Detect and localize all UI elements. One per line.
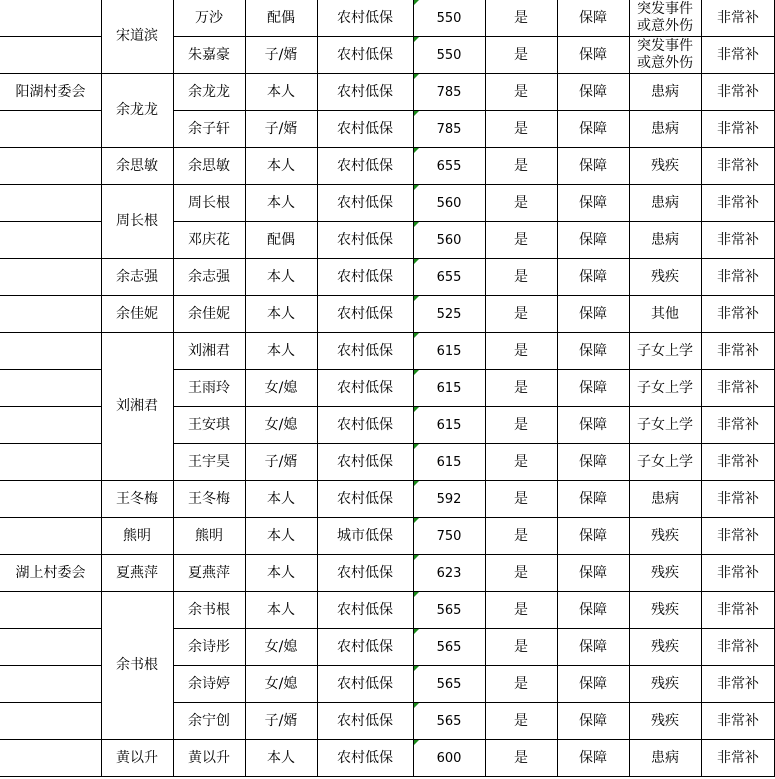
grid-line: [0, 443, 101, 444]
cell-village[interactable]: [0, 702, 101, 739]
grid-line: [0, 480, 101, 481]
cell-head[interactable]: 余书根: [116, 657, 158, 673]
formula-marker-icon: [414, 407, 419, 412]
cell-type[interactable]: 农村低保: [337, 379, 393, 396]
cell-type[interactable]: 农村低保: [337, 601, 393, 618]
cell-category[interactable]: 保障: [579, 675, 607, 692]
cell-category[interactable]: 保障: [579, 601, 607, 618]
cell-name[interactable]: 余书根: [188, 601, 230, 618]
cell-yes[interactable]: 是: [514, 453, 528, 470]
cell-reason[interactable]: 突发事件 或意外伤: [637, 37, 693, 71]
cell-type[interactable]: 农村低保: [337, 453, 393, 470]
grid-line: [245, 0, 246, 776]
cell-subsidy[interactable]: 非常补: [717, 638, 759, 655]
grid-line: [413, 0, 414, 776]
cell-head[interactable]: 周长根: [116, 213, 158, 229]
grid-line: [101, 73, 173, 74]
cell-type[interactable]: 城市低保: [337, 527, 393, 544]
cell-subsidy[interactable]: 非常补: [717, 675, 759, 692]
grid-line: [173, 332, 775, 333]
grid-line: [0, 406, 101, 407]
cell-subsidy[interactable]: 非常补: [717, 46, 759, 63]
grid-line: [173, 221, 775, 222]
formula-marker-icon: [414, 592, 419, 597]
cell-name[interactable]: 王安琪: [188, 416, 230, 433]
cell-type[interactable]: 农村低保: [337, 268, 393, 285]
cell-name[interactable]: 朱嘉豪: [188, 46, 230, 63]
cell-relation[interactable]: 子/婿: [264, 120, 298, 137]
cell-yes[interactable]: 是: [514, 83, 528, 100]
grid-line: [173, 554, 775, 555]
grid-line: [173, 184, 775, 185]
cell-name[interactable]: 黄以升: [188, 749, 230, 766]
cell-category[interactable]: 保障: [579, 416, 607, 433]
cell-amount[interactable]: 785: [436, 84, 462, 100]
cell-village[interactable]: [0, 110, 101, 147]
cell-yes[interactable]: 是: [514, 490, 528, 507]
cell-type[interactable]: 农村低保: [337, 157, 393, 174]
cell-subsidy[interactable]: 非常补: [717, 157, 759, 174]
grid-line: [101, 739, 173, 740]
cell-name[interactable]: 余龙龙: [188, 83, 230, 100]
cell-village[interactable]: [0, 369, 101, 406]
cell-name[interactable]: 余宁创: [188, 712, 230, 729]
cell-yes[interactable]: 是: [514, 527, 528, 544]
cell-yes[interactable]: 是: [514, 157, 528, 174]
formula-marker-icon: [414, 666, 419, 671]
cell-category[interactable]: 保障: [579, 194, 607, 211]
cell-name[interactable]: 刘湘君: [188, 342, 230, 359]
cell-subsidy[interactable]: 非常补: [717, 453, 759, 470]
cell-head[interactable]: 黄以升: [116, 749, 158, 766]
grid-line: [101, 0, 102, 776]
cell-subsidy[interactable]: 非常补: [717, 9, 759, 26]
cell-category[interactable]: 保障: [579, 749, 607, 766]
cell-name[interactable]: 余诗彤: [188, 638, 230, 655]
cell-reason[interactable]: 残疾: [651, 712, 679, 729]
cell-amount[interactable]: 615: [436, 380, 462, 396]
grid-line: [0, 665, 101, 666]
grid-line: [173, 480, 775, 481]
grid-line: [0, 702, 101, 703]
cell-reason[interactable]: 子女上学: [637, 453, 693, 470]
cell-name[interactable]: 余诗婷: [188, 675, 230, 692]
formula-marker-icon: [414, 259, 419, 264]
grid-line: [101, 480, 173, 481]
cell-amount[interactable]: 565: [436, 676, 462, 692]
cell-yes[interactable]: 是: [514, 268, 528, 285]
grid-line: [701, 0, 702, 776]
cell-subsidy[interactable]: 非常补: [717, 305, 759, 322]
formula-marker-icon: [414, 37, 419, 42]
grid-line: [173, 591, 775, 592]
grid-line: [0, 332, 101, 333]
formula-marker-icon: [414, 444, 419, 449]
cell-relation[interactable]: 子/婿: [264, 712, 298, 729]
grid-line: [0, 554, 101, 555]
cell-reason[interactable]: 残疾: [651, 527, 679, 544]
cell-head[interactable]: 余思敏: [116, 157, 158, 174]
cell-name[interactable]: 余志强: [188, 268, 230, 285]
cell-type[interactable]: 农村低保: [337, 749, 393, 766]
grid-line: [0, 221, 101, 222]
cell-name[interactable]: 余佳妮: [188, 305, 230, 322]
grid-line: [173, 0, 174, 776]
cell-type[interactable]: 农村低保: [337, 712, 393, 729]
grid-line: [101, 184, 173, 185]
grid-line: [173, 258, 775, 259]
cell-village[interactable]: [0, 258, 101, 295]
cell-relation[interactable]: 子/婿: [264, 453, 298, 470]
formula-marker-icon: [414, 703, 419, 708]
grid-line: [101, 258, 173, 259]
grid-line: [101, 591, 173, 592]
cell-yes[interactable]: 是: [514, 749, 528, 766]
cell-relation[interactable]: 女/媳: [264, 416, 298, 433]
cell-type[interactable]: 农村低保: [337, 342, 393, 359]
cell-subsidy[interactable]: 非常补: [717, 601, 759, 618]
formula-marker-icon: [414, 629, 419, 634]
cell-type[interactable]: 农村低保: [337, 675, 393, 692]
cell-type[interactable]: 农村低保: [337, 416, 393, 433]
cell-amount[interactable]: 525: [436, 306, 462, 322]
cell-relation[interactable]: 女/媳: [264, 379, 298, 396]
cell-name[interactable]: 熊明: [195, 527, 223, 544]
grid-line: [101, 517, 173, 518]
cell-amount[interactable]: 560: [436, 232, 462, 248]
cell-category[interactable]: 保障: [579, 268, 607, 285]
formula-marker-icon: [414, 296, 419, 301]
grid-line: [173, 702, 775, 703]
grid-line: [0, 369, 101, 370]
cell-amount[interactable]: 565: [436, 713, 462, 729]
formula-marker-icon: [414, 518, 419, 523]
cell-relation[interactable]: 配偶: [267, 9, 295, 26]
cell-village[interactable]: 阳湖村委会: [15, 83, 86, 100]
cell-yes[interactable]: 是: [514, 46, 528, 63]
cell-name[interactable]: 王宇昊: [188, 453, 230, 470]
cell-category[interactable]: 保障: [579, 231, 607, 248]
cell-category[interactable]: 保障: [579, 527, 607, 544]
formula-marker-icon: [414, 222, 419, 227]
cell-relation[interactable]: 女/媳: [264, 638, 298, 655]
cell-relation[interactable]: 本人: [267, 157, 295, 174]
cell-reason[interactable]: 患病: [651, 749, 679, 766]
grid-line: [101, 776, 173, 777]
cell-name[interactable]: 余子轩: [188, 120, 230, 137]
cell-subsidy[interactable]: 非常补: [717, 712, 759, 729]
cell-village[interactable]: [0, 147, 101, 184]
formula-marker-icon: [414, 74, 419, 79]
formula-marker-icon: [414, 555, 419, 560]
grid-line: [173, 369, 775, 370]
cell-category[interactable]: 保障: [579, 342, 607, 359]
formula-marker-icon: [414, 185, 419, 190]
cell-yes[interactable]: 是: [514, 342, 528, 359]
cell-amount[interactable]: 785: [436, 121, 462, 137]
cell-village[interactable]: [0, 184, 101, 221]
cell-village[interactable]: [0, 628, 101, 665]
cell-subsidy[interactable]: 非常补: [717, 231, 759, 248]
cell-amount[interactable]: 750: [436, 528, 462, 544]
cell-reason[interactable]: 残疾: [651, 268, 679, 285]
cell-reason[interactable]: 其他: [651, 305, 679, 322]
grid-line: [0, 591, 101, 592]
cell-amount[interactable]: 560: [436, 195, 462, 211]
cell-reason[interactable]: 患病: [651, 120, 679, 137]
cell-name[interactable]: 万沙: [195, 9, 223, 26]
cell-reason[interactable]: 突发事件 或意外伤: [637, 0, 693, 34]
grid-line: [173, 295, 775, 296]
cell-relation[interactable]: 本人: [267, 601, 295, 618]
cell-village[interactable]: [0, 517, 101, 554]
cell-amount[interactable]: 550: [436, 10, 462, 26]
cell-reason[interactable]: 残疾: [651, 601, 679, 618]
cell-village[interactable]: [0, 332, 101, 369]
formula-marker-icon: [414, 740, 419, 745]
cell-reason[interactable]: 患病: [651, 231, 679, 248]
cell-category[interactable]: 保障: [579, 453, 607, 470]
grid-line: [173, 665, 775, 666]
grid-line: [0, 110, 101, 111]
cell-head[interactable]: 熊明: [123, 527, 151, 544]
cell-yes[interactable]: 是: [514, 638, 528, 655]
cell-yes[interactable]: 是: [514, 564, 528, 581]
cell-category[interactable]: 保障: [579, 305, 607, 322]
cell-type[interactable]: 农村低保: [337, 194, 393, 211]
grid-line: [0, 295, 101, 296]
cell-reason[interactable]: 子女上学: [637, 342, 693, 359]
cell-head[interactable]: 宋道滨: [116, 28, 158, 44]
cell-amount[interactable]: 623: [436, 565, 462, 581]
grid-line: [557, 0, 558, 776]
grid-line: [173, 36, 775, 37]
cell-reason[interactable]: 子女上学: [637, 416, 693, 433]
cell-name[interactable]: 王冬梅: [188, 490, 230, 507]
formula-marker-icon: [414, 111, 419, 116]
cell-category[interactable]: 保障: [579, 638, 607, 655]
grid-line: [0, 739, 101, 740]
cell-category[interactable]: 保障: [579, 83, 607, 100]
cell-village[interactable]: [0, 739, 101, 776]
cell-yes[interactable]: 是: [514, 305, 528, 322]
cell-relation[interactable]: 本人: [267, 194, 295, 211]
cell-name[interactable]: 余思敏: [188, 157, 230, 174]
grid-line: [173, 110, 775, 111]
grid-line: [317, 0, 318, 776]
grid-line: [173, 147, 775, 148]
grid-line: [0, 258, 101, 259]
cell-village[interactable]: [0, 443, 101, 480]
cell-relation[interactable]: 配偶: [267, 231, 295, 248]
cell-amount[interactable]: 550: [436, 47, 462, 63]
cell-category[interactable]: 保障: [579, 157, 607, 174]
cell-relation[interactable]: 本人: [267, 564, 295, 581]
cell-village[interactable]: [0, 480, 101, 517]
grid-line: [0, 628, 101, 629]
cell-village[interactable]: [0, 0, 101, 36]
grid-line: [101, 554, 173, 555]
grid-line: [0, 36, 101, 37]
grid-line: [0, 147, 101, 148]
cell-category[interactable]: 保障: [579, 46, 607, 63]
cell-village[interactable]: [0, 406, 101, 443]
grid-line: [173, 739, 775, 740]
grid-line: [173, 517, 775, 518]
cell-village[interactable]: 湖上村委会: [15, 564, 86, 581]
cell-relation[interactable]: 本人: [267, 527, 295, 544]
cell-category[interactable]: 保障: [579, 120, 607, 137]
cell-reason[interactable]: 子女上学: [637, 379, 693, 396]
cell-type[interactable]: 农村低保: [337, 638, 393, 655]
cell-type[interactable]: 农村低保: [337, 9, 393, 26]
cell-head[interactable]: 刘湘君: [116, 398, 158, 414]
cell-name[interactable]: 周长根: [188, 194, 230, 211]
cell-type[interactable]: 农村低保: [337, 83, 393, 100]
grid-line: [0, 184, 101, 185]
cell-subsidy[interactable]: 非常补: [717, 194, 759, 211]
cell-reason[interactable]: 残疾: [651, 564, 679, 581]
grid-line: [485, 0, 486, 776]
grid-line: [173, 73, 775, 74]
cell-relation[interactable]: 本人: [267, 342, 295, 359]
cell-subsidy[interactable]: 非常补: [717, 379, 759, 396]
cell-subsidy[interactable]: 非常补: [717, 749, 759, 766]
cell-amount[interactable]: 655: [436, 158, 462, 174]
cell-head[interactable]: 夏燕萍: [116, 564, 158, 581]
cell-yes[interactable]: 是: [514, 194, 528, 211]
cell-category[interactable]: 保障: [579, 564, 607, 581]
cell-category[interactable]: 保障: [579, 379, 607, 396]
cell-reason[interactable]: 患病: [651, 490, 679, 507]
cell-type[interactable]: 农村低保: [337, 305, 393, 322]
cell-type[interactable]: 农村低保: [337, 46, 393, 63]
cell-yes[interactable]: 是: [514, 9, 528, 26]
grid-line: [101, 332, 173, 333]
cell-head[interactable]: 余龙龙: [116, 102, 158, 118]
cell-reason[interactable]: 患病: [651, 83, 679, 100]
cell-village[interactable]: [0, 591, 101, 628]
grid-line: [173, 443, 775, 444]
cell-head[interactable]: 王冬梅: [116, 490, 158, 507]
cell-amount[interactable]: 600: [436, 750, 462, 766]
cell-amount[interactable]: 615: [436, 417, 462, 433]
cell-subsidy[interactable]: 非常补: [717, 342, 759, 359]
cell-amount[interactable]: 655: [436, 269, 462, 285]
grid-line: [101, 295, 173, 296]
cell-amount[interactable]: 565: [436, 602, 462, 618]
cell-amount[interactable]: 565: [436, 639, 462, 655]
cell-subsidy[interactable]: 非常补: [717, 120, 759, 137]
formula-marker-icon: [414, 370, 419, 375]
cell-amount[interactable]: 615: [436, 343, 462, 359]
cell-reason[interactable]: 患病: [651, 194, 679, 211]
cell-head[interactable]: 余志强: [116, 268, 158, 285]
cell-relation[interactable]: 本人: [267, 268, 295, 285]
cell-amount[interactable]: 592: [436, 491, 462, 507]
grid-line: [173, 776, 775, 777]
cell-relation[interactable]: 本人: [267, 305, 295, 322]
cell-category[interactable]: 保障: [579, 712, 607, 729]
cell-name[interactable]: 王雨玲: [188, 379, 230, 396]
grid-line: [173, 628, 775, 629]
formula-marker-icon: [414, 0, 419, 5]
cell-amount[interactable]: 615: [436, 454, 462, 470]
cell-head[interactable]: 余佳妮: [116, 305, 158, 322]
cell-yes[interactable]: 是: [514, 601, 528, 618]
formula-marker-icon: [414, 333, 419, 338]
cell-relation[interactable]: 子/婿: [264, 46, 298, 63]
cell-category[interactable]: 保障: [579, 490, 607, 507]
cell-reason[interactable]: 残疾: [651, 638, 679, 655]
cell-village[interactable]: [0, 665, 101, 702]
cell-subsidy[interactable]: 非常补: [717, 416, 759, 433]
grid-line: [101, 147, 173, 148]
cell-category[interactable]: 保障: [579, 9, 607, 26]
cell-relation[interactable]: 本人: [267, 83, 295, 100]
grid-line: [173, 406, 775, 407]
cell-reason[interactable]: 残疾: [651, 157, 679, 174]
cell-relation[interactable]: 女/媳: [264, 675, 298, 692]
cell-subsidy[interactable]: 非常补: [717, 268, 759, 285]
cell-village[interactable]: [0, 295, 101, 332]
grid-line: [0, 73, 101, 74]
cell-yes[interactable]: 是: [514, 231, 528, 248]
cell-type[interactable]: 农村低保: [337, 564, 393, 581]
cell-name[interactable]: 夏燕萍: [188, 564, 230, 581]
cell-subsidy[interactable]: 非常补: [717, 527, 759, 544]
formula-marker-icon: [414, 481, 419, 486]
cell-relation[interactable]: 本人: [267, 490, 295, 507]
cell-yes[interactable]: 是: [514, 379, 528, 396]
cell-yes[interactable]: 是: [514, 712, 528, 729]
grid-line: [629, 0, 630, 776]
cell-reason[interactable]: 残疾: [651, 675, 679, 692]
cell-type[interactable]: 农村低保: [337, 120, 393, 137]
cell-name[interactable]: 邓庆花: [188, 231, 230, 248]
cell-yes[interactable]: 是: [514, 675, 528, 692]
cell-subsidy[interactable]: 非常补: [717, 83, 759, 100]
grid-line: [0, 776, 101, 777]
cell-type[interactable]: 农村低保: [337, 231, 393, 248]
cell-type[interactable]: 农村低保: [337, 490, 393, 507]
cell-subsidy[interactable]: 非常补: [717, 564, 759, 581]
cell-yes[interactable]: 是: [514, 120, 528, 137]
cell-relation[interactable]: 本人: [267, 749, 295, 766]
grid-line: [0, 517, 101, 518]
cell-subsidy[interactable]: 非常补: [717, 490, 759, 507]
formula-marker-icon: [414, 148, 419, 153]
cell-village[interactable]: [0, 221, 101, 258]
cell-village[interactable]: [0, 36, 101, 73]
cell-yes[interactable]: 是: [514, 416, 528, 433]
